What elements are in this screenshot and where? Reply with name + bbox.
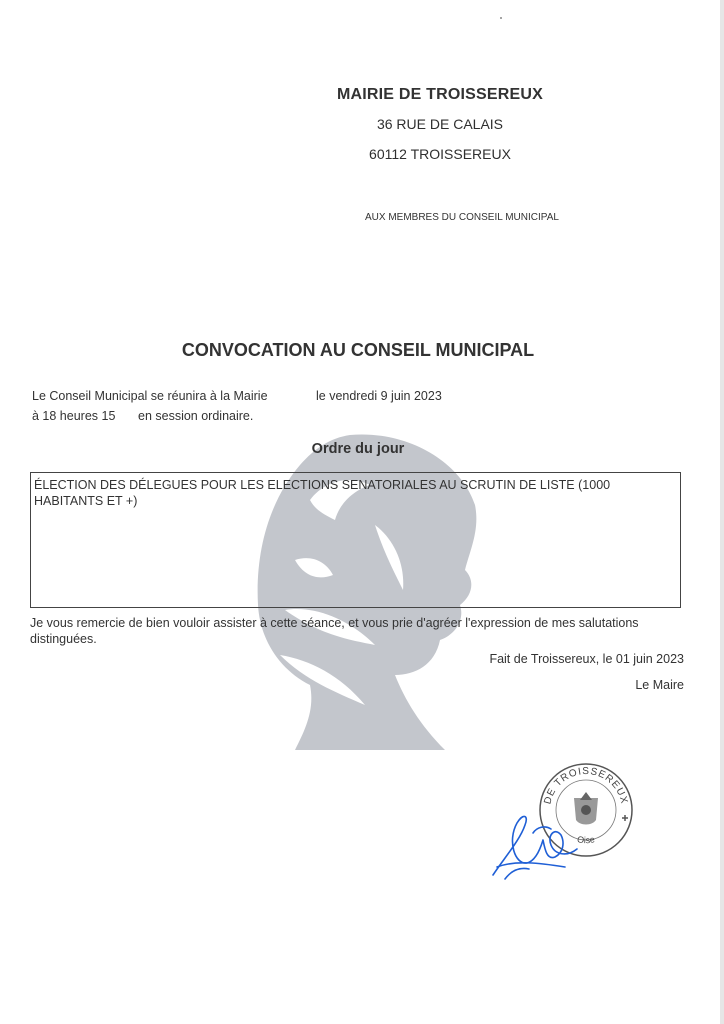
- recipient: AUX MEMBRES DU CONSEIL MUNICIPAL: [365, 212, 559, 223]
- agenda-heading: Ordre du jour: [311, 441, 405, 457]
- meeting-date: le vendredi 9 juin 2023: [316, 389, 442, 403]
- svg-text:Oise: Oise: [576, 834, 596, 846]
- scan-edge: [720, 0, 724, 1024]
- mairie-street: 36 RUE DE CALAIS: [376, 116, 504, 132]
- signatory: Le Maire: [635, 678, 684, 692]
- mairie-name: MAIRIE DE TROISSEREUX: [336, 86, 543, 103]
- agenda-box: [30, 472, 681, 608]
- agenda-item: ÉLECTION DES DÉLEGUES POUR LES ELECTIONS SENATORIALES AU SCRUTIN DE LISTE (1000 HABITANTS ET +): [34, 478, 611, 508]
- svg-text:DE TROISSEREUX: DE TROISSEREUX: [542, 765, 630, 806]
- scan-speck: [500, 17, 502, 19]
- document-title: CONVOCATION AU CONSEIL MUNICIPAL: [181, 340, 535, 360]
- closing-text: Je vous remercie de bien vouloir assister à cette séance, et vous prie d'agréer l'expression de mes salutations distinguées.: [30, 616, 639, 646]
- place-date: Fait de Troissereux, le 01 juin 2023: [489, 652, 684, 666]
- meeting-location: Le Conseil Municipal se réunira à la Mairie: [32, 389, 268, 403]
- meeting-session: en session ordinaire.: [138, 409, 254, 423]
- meeting-time: à 18 heures 15: [32, 409, 116, 423]
- mayor-signature: [485, 805, 585, 885]
- mairie-city: 60112 TROISSEREUX: [369, 146, 511, 162]
